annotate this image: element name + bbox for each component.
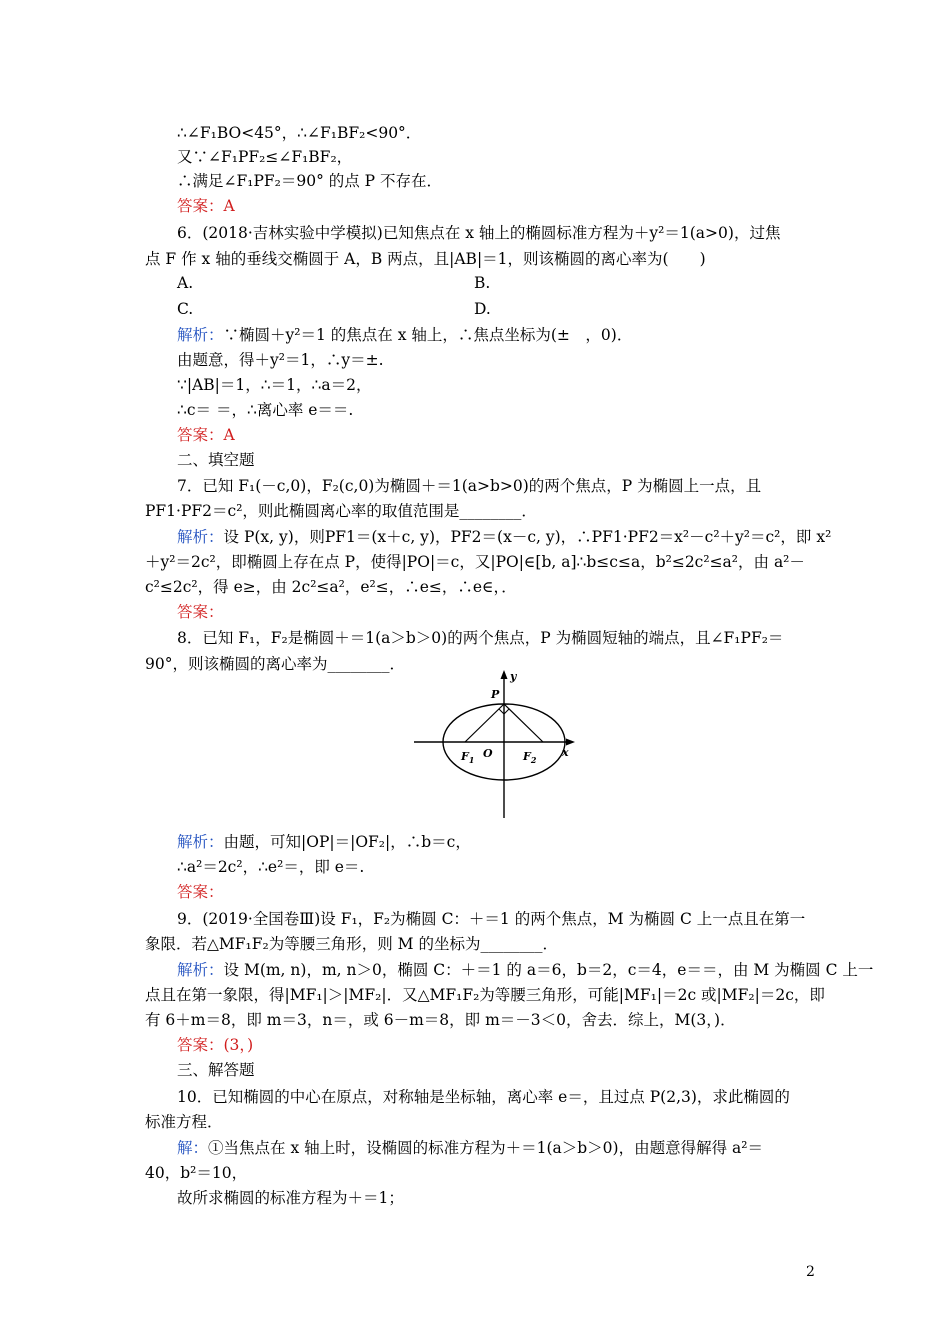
- text-line: [145, 985, 825, 1005]
- line-text: c²≤2c²，得 e≥，由 2c²≤a²，e²≤，∴e≤，∴e∈，．: [145, 578, 517, 596]
- line-text: 设 P(x, y)，则PF1＝(x＋c, y)，PF2＝(x－c, y)，∴PF1·PF2＝x²－c²＋y²＝c²，即 x²: [223, 528, 832, 546]
- text-line: [145, 934, 558, 954]
- text-line: [177, 147, 352, 167]
- text-line: [177, 1035, 253, 1055]
- line-text: 点 F 作 x 轴的垂线交椭圆于 A，B 两点，且|AB|＝1，则该椭圆的离心率为( ): [145, 250, 706, 268]
- text-line: [177, 476, 761, 496]
- line-text: 由题，可知|OP|＝|OF₂|，∴b＝c，: [223, 833, 471, 851]
- line-text: 标准方程．: [145, 1113, 223, 1131]
- label-f1: $F_1$: [461, 750, 475, 765]
- line-text: D.: [474, 300, 491, 318]
- text-line: [177, 909, 805, 929]
- y-axis-arrow: [501, 670, 508, 679]
- text-line: [177, 882, 224, 902]
- line-text: 故所求椭圆的标准方程为＋＝1；: [177, 1189, 404, 1207]
- line-text: ∵椭圆＋y²＝1 的焦点在 x 轴上，∴焦点坐标为(± ，0)．: [223, 326, 633, 344]
- line-text: 40，b²＝10，: [145, 1164, 248, 1182]
- line-text: ∴c＝ ＝，∴离心率 e＝＝.: [177, 401, 354, 419]
- line-text: 8．已知 F₁，F₂是椭圆＋＝1(a＞b＞0)的两个焦点，P 为椭圆短轴的端点，且∠F₁PF₂＝: [177, 629, 784, 647]
- text-line: [177, 196, 235, 216]
- line-text: 有 6＋m＝8，即 m＝3，n＝，或 6－m＝8，即 m＝－3＜0，舍去．综上，M(3，)．: [145, 1011, 736, 1029]
- line-text: 答案：: [177, 603, 224, 621]
- text-line: [177, 299, 193, 319]
- line-text: ∵|AB|＝1，∴＝1，∴a＝2，: [177, 376, 372, 394]
- text-line: [145, 654, 405, 674]
- text-line: [177, 832, 471, 852]
- line-text: PF1·PF2＝c²，则此椭圆离心率的取值范围是________．: [145, 502, 537, 520]
- line-text: C.: [177, 300, 194, 318]
- page-number: 2: [806, 1264, 815, 1280]
- line-text: ①当焦点在 x 轴上时，设椭圆的标准方程为＋＝1(a＞b＞0)，由题意得解得 a²＝: [208, 1139, 763, 1157]
- line-text: 9．(2019·全国卷Ⅲ)设 F₁，F₂为椭圆 C：＋＝1 的两个焦点，M 为椭圆 C 上一点且在第一: [177, 910, 806, 928]
- line-text: 90°，则该椭圆的离心率为________．: [145, 655, 405, 673]
- text-line: [177, 400, 353, 420]
- text-line: [177, 960, 873, 980]
- line-text: 10．已知椭圆的中心在原点，对称轴是坐标轴，离心率 e＝，且过点 P(2,3)，求此椭圆的: [177, 1088, 790, 1106]
- label-o: O: [483, 747, 493, 760]
- line-text: 6．(2018·吉林实验中学模拟)已知焦点在 x 轴上的椭圆标准方程为＋y²＝1(a>0)，过焦: [177, 224, 781, 242]
- line-text: ∴满足∠F₁PF₂＝90° 的点 P 不存在．: [177, 172, 443, 190]
- text-line: [474, 299, 491, 319]
- text-line: [177, 1087, 790, 1107]
- text-line: [177, 1060, 255, 1080]
- label-y: y: [510, 670, 517, 683]
- text-line: [177, 375, 371, 395]
- text-line: [177, 527, 831, 547]
- solution-label: 解析：: [177, 326, 224, 344]
- text-line: [177, 273, 193, 293]
- text-line: [177, 1188, 404, 1208]
- text-line: [177, 171, 442, 191]
- text-line: [145, 552, 805, 572]
- x-axis-arrow: [566, 739, 575, 746]
- line-text: 答案：A: [177, 426, 235, 444]
- line-text: 又∵∠F₁PF₂≤∠F₁BF₂，: [177, 148, 353, 166]
- text-line: [177, 602, 224, 622]
- line-text: 象限．若△MF₁F₂为等腰三角形，则 M 的坐标为________．: [145, 935, 558, 953]
- ellipse-diagram: [412, 668, 582, 820]
- text-line: [177, 325, 632, 345]
- text-line: [145, 1010, 736, 1030]
- label-x: x: [562, 746, 569, 759]
- line-text: 二、填空题: [177, 451, 255, 469]
- solution-label: 解析：: [177, 961, 224, 979]
- text-line: [145, 249, 706, 269]
- line-text: 由题意，得＋y²＝1，∴y＝±.: [177, 351, 384, 369]
- solution-label: 解：: [177, 1139, 209, 1157]
- line-text: ∴a²＝2c²，∴e²＝，即 e＝.: [177, 858, 365, 876]
- line-text: A.: [177, 274, 194, 292]
- solution-label: 解析：: [177, 833, 224, 851]
- text-line: [145, 1112, 223, 1132]
- text-line: [177, 857, 364, 877]
- line-text: ∴∠F₁BO<45°，∴∠F₁BF₂<90°．: [177, 124, 422, 142]
- text-line: [145, 1163, 247, 1183]
- line-text: 三、解答题: [177, 1061, 255, 1079]
- text-line: [177, 450, 255, 470]
- line-text: ＋y²＝2c²，即椭圆上存在点 P，使得|PO|＝c，又|PO|∈[b, a]∴b≤c≤a，b²≤2c²≤a²，由 a²－: [145, 553, 805, 571]
- text-line: [177, 1138, 763, 1158]
- label-f2: $F_2$: [523, 750, 537, 765]
- label-p: P: [491, 688, 500, 701]
- text-line: [177, 123, 421, 143]
- text-line: [177, 425, 235, 445]
- line-text: 设 M(m, n)，m, n＞0，椭圆 C：＋＝1 的 a＝6，b＝2，c＝4，e＝＝，由 M 为椭圆 C 上一: [223, 961, 874, 979]
- line-text: 点且在第一象限，得|MF₁|＞|MF₂|．又△MF₁F₂为等腰三角形，可能|MF₁|＝2c 或|MF₂|＝2c，即: [145, 986, 825, 1004]
- solution-label: 解析：: [177, 528, 224, 546]
- line-text: 答案：A: [177, 197, 235, 215]
- text-line: [177, 223, 780, 243]
- line-text: B.: [474, 274, 491, 292]
- text-line: [177, 628, 783, 648]
- text-line: [177, 350, 384, 370]
- text-line: [145, 577, 517, 597]
- text-line: [474, 273, 490, 293]
- line-text: 答案：(3，): [177, 1036, 254, 1054]
- line-text: 7．已知 F₁(－c,0)，F₂(c,0)为椭圆＋＝1(a>b>0)的两个焦点，P 为椭圆上一点，且: [177, 477, 762, 495]
- line-text: 答案：: [177, 883, 224, 901]
- text-line: [145, 501, 537, 521]
